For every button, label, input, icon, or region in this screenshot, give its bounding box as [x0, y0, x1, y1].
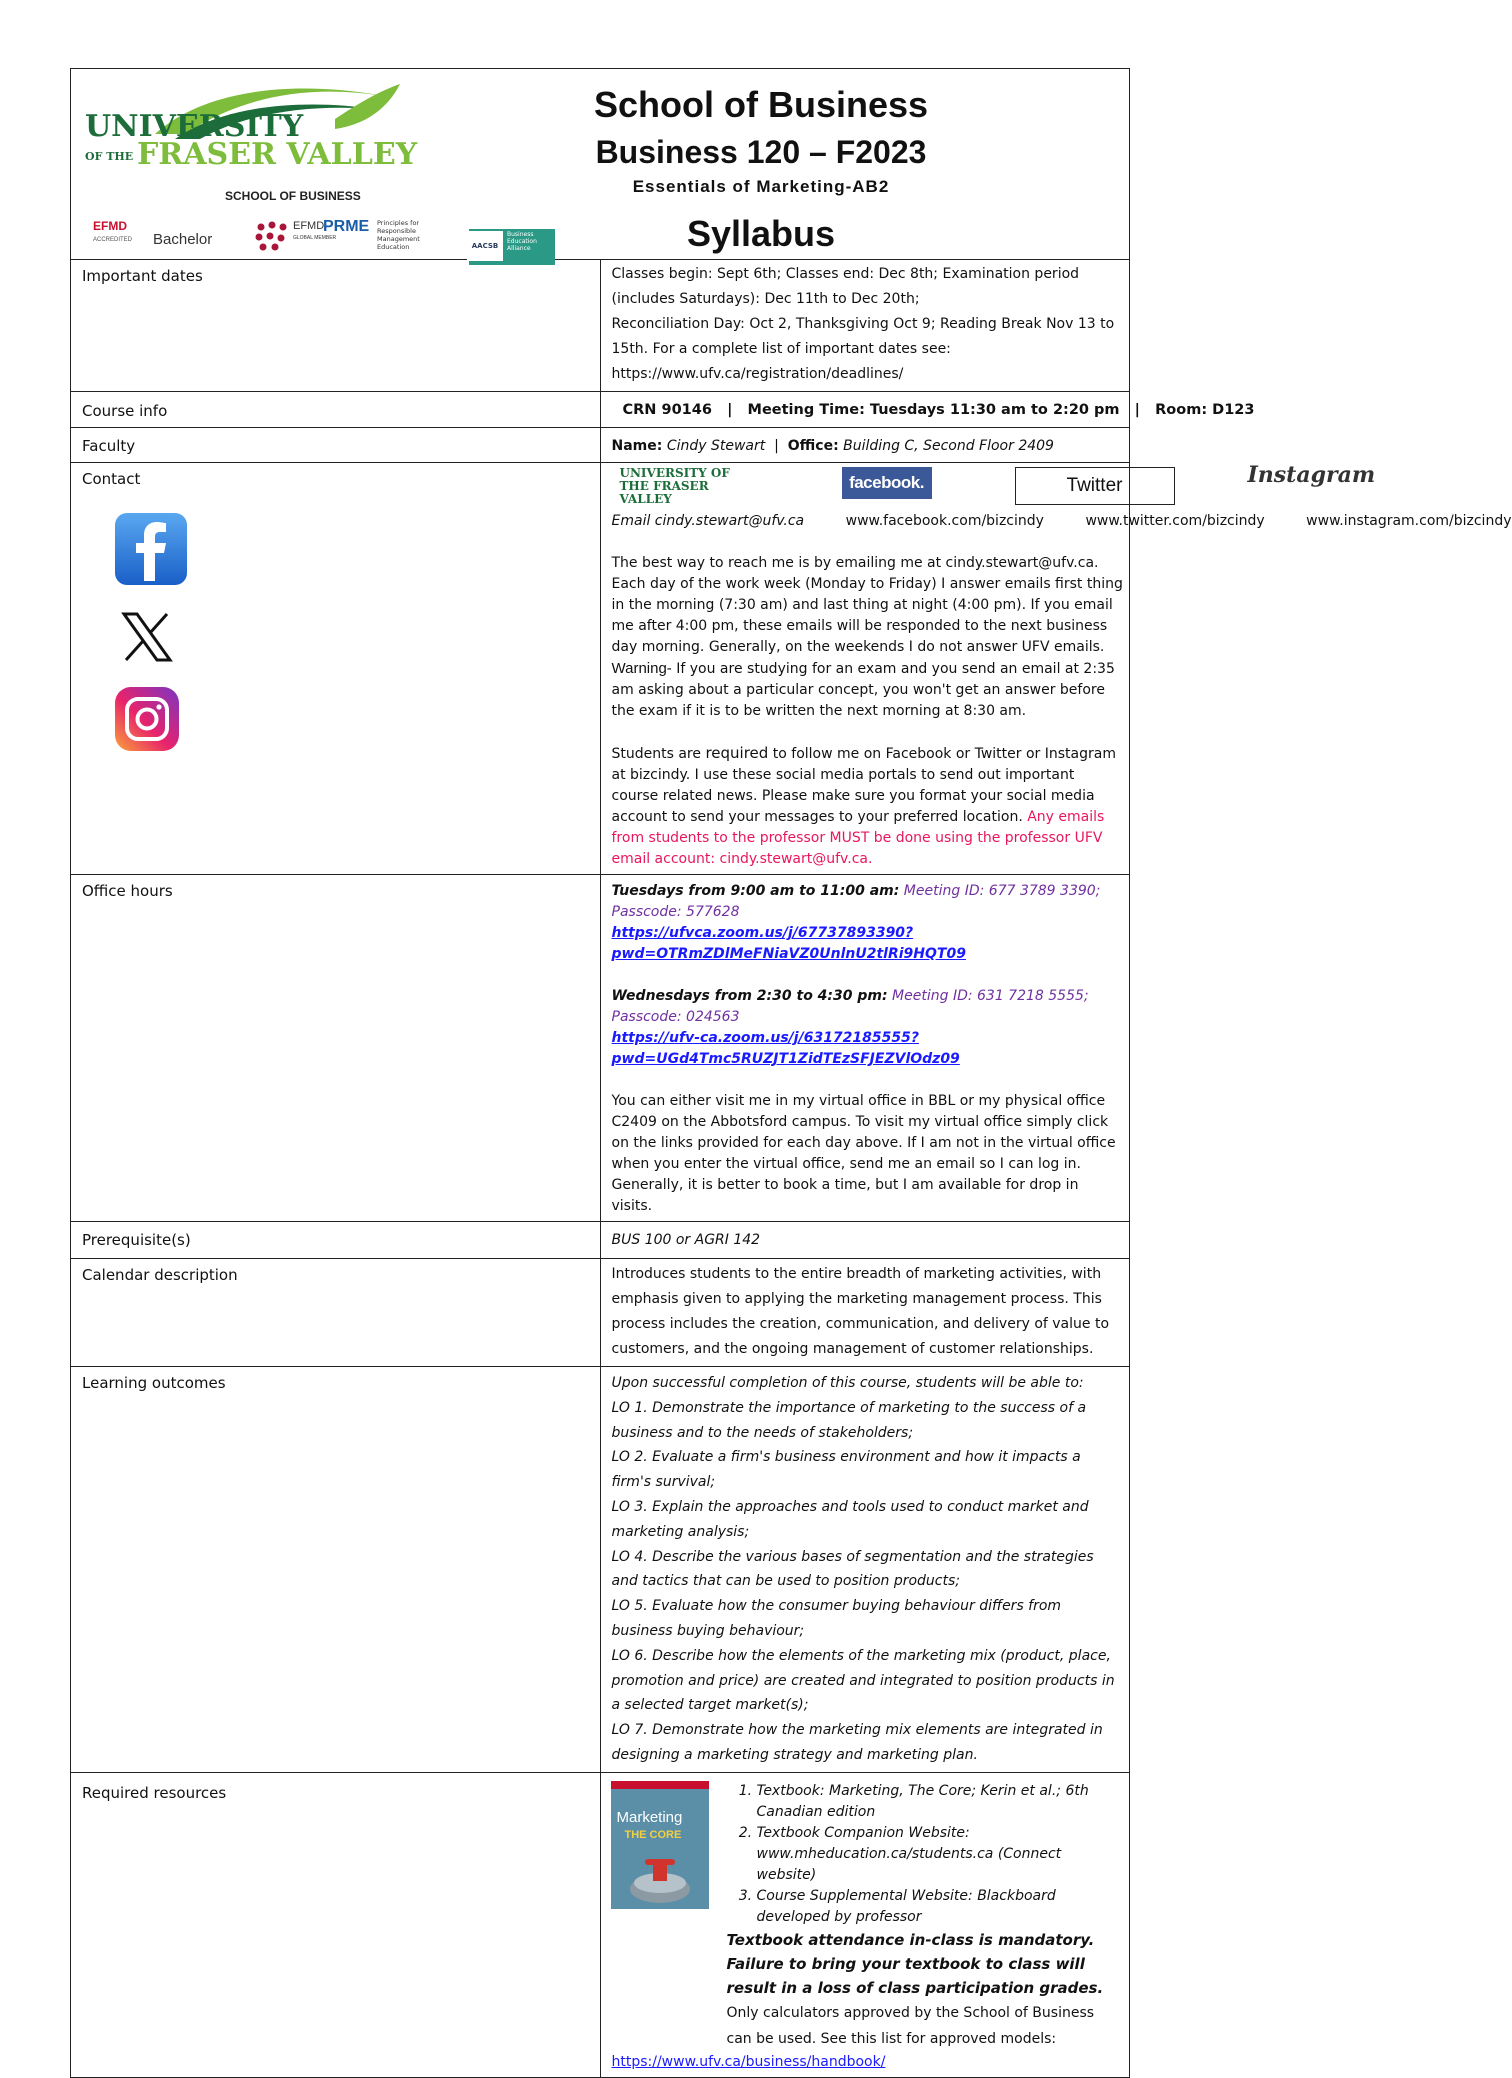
contact-content: [600, 462, 1512, 875]
tuesday-hours: [612, 881, 1124, 923]
book-title: Marketing: [616, 1808, 683, 1826]
efmd-sub-text: ACCREDITED: [93, 237, 133, 243]
prereq-label: Prerequisite(s): [71, 1222, 601, 1259]
resource-item: 1. Textbook: Marketing, The Core; Kerin et al.; 6th Canadian edition: [757, 1781, 1124, 1823]
contact-para-1b: If you are studying for an exam and you send an email at 2:35 am asking about a particular concept, you won't get an answer before the exam if it is to be written the next morning at 8:30 am.: [611, 661, 1115, 719]
outcome-item: LO 5. Evaluate how the consumer buying behaviour differs from business buying behaviour;: [611, 1598, 1062, 1639]
social-logos-row: [612, 462, 1376, 511]
resources-list: [727, 1781, 1124, 1928]
calendar-row: [71, 1259, 1130, 1367]
of-the-wordmark: OF THE: [85, 150, 134, 163]
facebook-icon[interactable]: [113, 511, 189, 587]
wednesday-zoom-link[interactable]: https://ufv-ca.zoom.us/j/63172185555?pwd=UGd4Tmc5RUZJT1ZidTEzSFJEZVlOdz09: [611, 1030, 960, 1067]
efmd-global-sub: GLOBAL MEMBER: [293, 235, 337, 241]
school-of-business-wordmark: SCHOOL OF BUSINESS: [225, 189, 361, 203]
wednesday-meeting-id: Meeting ID: 631 7218 5555; Passcode: 024563: [611, 988, 1089, 1025]
calendar-label: Calendar description: [71, 1259, 601, 1367]
outcomes-row: [71, 1367, 1130, 1773]
syllabus-page: [70, 68, 1512, 2078]
resource-item: 3. Course Supplemental Website: Blackboard developed by professor: [757, 1886, 1124, 1928]
office-hours-row: [71, 875, 1130, 1222]
ufv-logo: [85, 79, 555, 259]
course-info-row: [71, 392, 1130, 428]
x-twitter-icon[interactable]: [121, 611, 173, 663]
contact-para-2a: Students are: [611, 746, 706, 762]
contact-para-1-text: The best way to reach me is by emailing me at cindy.stewart@ufv.ca. Each day of the work week (Monday to Friday) I answer emails first thing in the morning (7:30 am) and last thing at night (4:00 pm). If you email me after 4:00 pm, these emails will be responded to the next business day morning. Generally, on the weekends I do not answer UFV emails.: [611, 555, 1123, 655]
prereq-row: [71, 1222, 1130, 1259]
tuesday-label: Tuesdays from 9:00 am to 11:00 am:: [611, 883, 900, 899]
textbook-cover-image: [611, 1781, 709, 1909]
bachelor-label: Bachelor: [153, 231, 213, 248]
faculty-name-label: Name:: [611, 438, 663, 454]
syllabus-table: [70, 68, 1512, 2078]
efmd-text: EFMD: [93, 219, 127, 233]
contact-para-2: [612, 743, 1124, 870]
warning-label: Warning-: [611, 660, 672, 677]
outcomes-content: [600, 1367, 1130, 1773]
facebook-url[interactable]: www.facebook.com/bizcindy: [845, 513, 1044, 529]
calculator-note: Only calculators approved by the School of Business can be used. See this list for approved models:: [726, 2004, 1095, 2047]
important-dates-label: Important dates: [71, 260, 601, 392]
efmd-global-icon: [253, 219, 291, 253]
facebook-badge[interactable]: facebook.: [842, 467, 932, 499]
spacer: [612, 1070, 1124, 1091]
course-subtitle: Essentials of Marketing-AB2: [632, 177, 890, 196]
outcomes-label: Learning outcomes: [71, 1367, 601, 1773]
school-title: School of Business: [593, 84, 929, 125]
prereq-content: BUS 100 or AGRI 142: [600, 1222, 1130, 1259]
outcome-item: LO 2. Evaluate a firm's business environment and how it impacts a firm's survival;: [611, 1449, 1081, 1491]
instagram-icon[interactable]: [113, 685, 181, 753]
outcome-item: LO 7. Demonstrate how the marketing mix elements are integrated in designing a marketing strategy and marketing plan.: [611, 1722, 1103, 1763]
contact-row: [71, 463, 1130, 875]
contact-para-1: [612, 553, 1124, 722]
important-dates-content: [600, 260, 1130, 392]
course-title: Business 120 – F2023: [595, 134, 927, 170]
efmd-accredited-logo: [93, 221, 132, 246]
efmd-global-text: EFMD: [293, 220, 325, 232]
contact-links-row: [612, 511, 1512, 532]
spacer: [612, 722, 1124, 743]
curling-stone-icon: [625, 1853, 695, 1905]
header-row: [71, 69, 1130, 260]
resource-item: 2. Textbook Companion Website: www.mheducation.ca/students.ca (Connect website): [757, 1823, 1124, 1886]
course-info-content: [600, 392, 1255, 428]
prme-sub-text: Principles for Responsible Management Education: [377, 219, 420, 251]
spacer: [612, 965, 1124, 986]
instagram-wordmark[interactable]: Instagram: [1247, 462, 1376, 488]
calendar-content: Introduces students to the entire breadth of marketing activities, with emphasis given to applying the marketing management process. This process includes the creation, communication, and delivery of value to customers, and the ongoing management of customer relationships.: [600, 1259, 1130, 1367]
dates-line-1: Classes begin: Sept 6th; Classes end: Dec 8th; Examination period (includes Saturdays): Dec 11th to Dec 20th;: [611, 266, 1080, 307]
faculty-row: [71, 428, 1130, 463]
office-hours-para: You can either visit me in my virtual office in BBL or my physical office C2409 on the Abbotsford campus. To visit my virtual office simply click on the links provided for each day above. If I am not in the virtual office when you enter the virtual office, send me an email so I can log in. Generally, it is better to book a time, but I am available for drop in visits.: [611, 1093, 1116, 1214]
important-dates-row: [71, 260, 1130, 392]
resources-row: [71, 1772, 1130, 2077]
dates-line-2: Reconciliation Day: Oct 2, Thanksgiving Oct 9; Reading Break Nov 13 to 15th. For a complete list of important dates see:: [611, 316, 1115, 357]
fraser-valley-wordmark: FRASER VALLEY: [137, 137, 418, 172]
email-policy-note: Any emails from students to the professor MUST be done using the professor UFV email account: cindy.stewart@ufv.ca.: [611, 809, 1105, 867]
outcome-item: LO 6. Describe how the elements of the marketing mix (product, place, promotion and price) are created and integrated to position products in a selected target market(s);: [611, 1647, 1115, 1714]
prme-logo: PRME: [323, 218, 370, 235]
contact-para-2b: to follow me on Facebook or Twitter or Instagram at bizcindy. I use these social media portals to send out important course related news. Please make sure you format your social media account to send your messages to your preferred location.: [611, 746, 1116, 825]
wednesday-label: Wednesdays from 2:30 to 4:30 pm:: [611, 988, 888, 1004]
outcome-item: LO 3. Explain the approaches and tools used to conduct market and marketing analysis;: [611, 1498, 1089, 1540]
ufv-mini-logo[interactable]: UNIVERSITY OF THE FRASER VALLEY: [619, 466, 730, 506]
outcome-item: LO 1. Demonstrate the importance of marketing to the success of a business and to the needs of stakeholders;: [611, 1399, 1087, 1441]
faculty-office-label: Office:: [787, 438, 839, 454]
outcomes-intro: Upon successful completion of this course, students will be able to:: [611, 1375, 1084, 1391]
faculty-content: [600, 428, 1130, 463]
book-subtitle: THE CORE: [624, 1828, 682, 1841]
handbook-link[interactable]: https://www.ufv.ca/business/handbook/: [611, 2053, 886, 2070]
faculty-label: Faculty: [71, 428, 601, 463]
tuesday-zoom-link[interactable]: https://ufvca.zoom.us/j/67737893390?pwd=OTRmZDlMeFNiaVZ0UnlnU2tlRi9HQT09: [611, 925, 966, 962]
title-block: [551, 83, 971, 271]
wednesday-hours: [612, 986, 1124, 1028]
university-wordmark: UNIVERSITY: [85, 109, 304, 144]
twitter-box[interactable]: Twitter: [1015, 467, 1175, 505]
course-info-label: Course info: [71, 392, 601, 428]
spacer: [612, 532, 1124, 553]
tuesday-meeting-id: Meeting ID: 677 3789 3390; Passcode: 577628: [611, 883, 1101, 920]
office-hours-content: [600, 875, 1130, 1222]
faculty-sep: |: [774, 438, 779, 454]
resources-content: [600, 1772, 1130, 2077]
dates-link[interactable]: https://www.ufv.ca/registration/deadlines/: [611, 366, 904, 382]
syllabus-heading: Syllabus: [686, 213, 836, 254]
textbook-note: Textbook attendance in-class is mandatory. Failure to bring your textbook to class will result in a loss of class participation grades.: [726, 1930, 1104, 1997]
course-info-text: CRN 90146 | Meeting Time: Tuesdays 11:30 am to 2:20 pm | Room: D123: [622, 402, 1255, 418]
resources-label: Required resources: [71, 1772, 601, 2077]
faculty-office: Building C, Second Floor 2409: [843, 438, 1054, 454]
office-hours-label: Office hours: [71, 875, 601, 1222]
contact-label-cell: [71, 463, 601, 875]
twitter-url[interactable]: www.twitter.com/bizcindy: [1085, 513, 1265, 529]
aacsb-sub-text: Business Education Alliance: [507, 231, 537, 252]
aacsb-text: AACSB: [467, 231, 503, 261]
faculty-name: Cindy Stewart: [666, 438, 766, 454]
instagram-url[interactable]: www.instagram.com/bizcindy: [1306, 513, 1512, 529]
required-word: required: [705, 744, 769, 762]
header-cell: [71, 69, 1130, 260]
contact-email[interactable]: Email cindy.stewart@ufv.ca: [611, 513, 805, 529]
outcome-item: LO 4. Describe the various bases of segmentation and the strategies and tactics that can be used to position products;: [611, 1548, 1094, 1590]
contact-label: Contact: [82, 470, 141, 488]
